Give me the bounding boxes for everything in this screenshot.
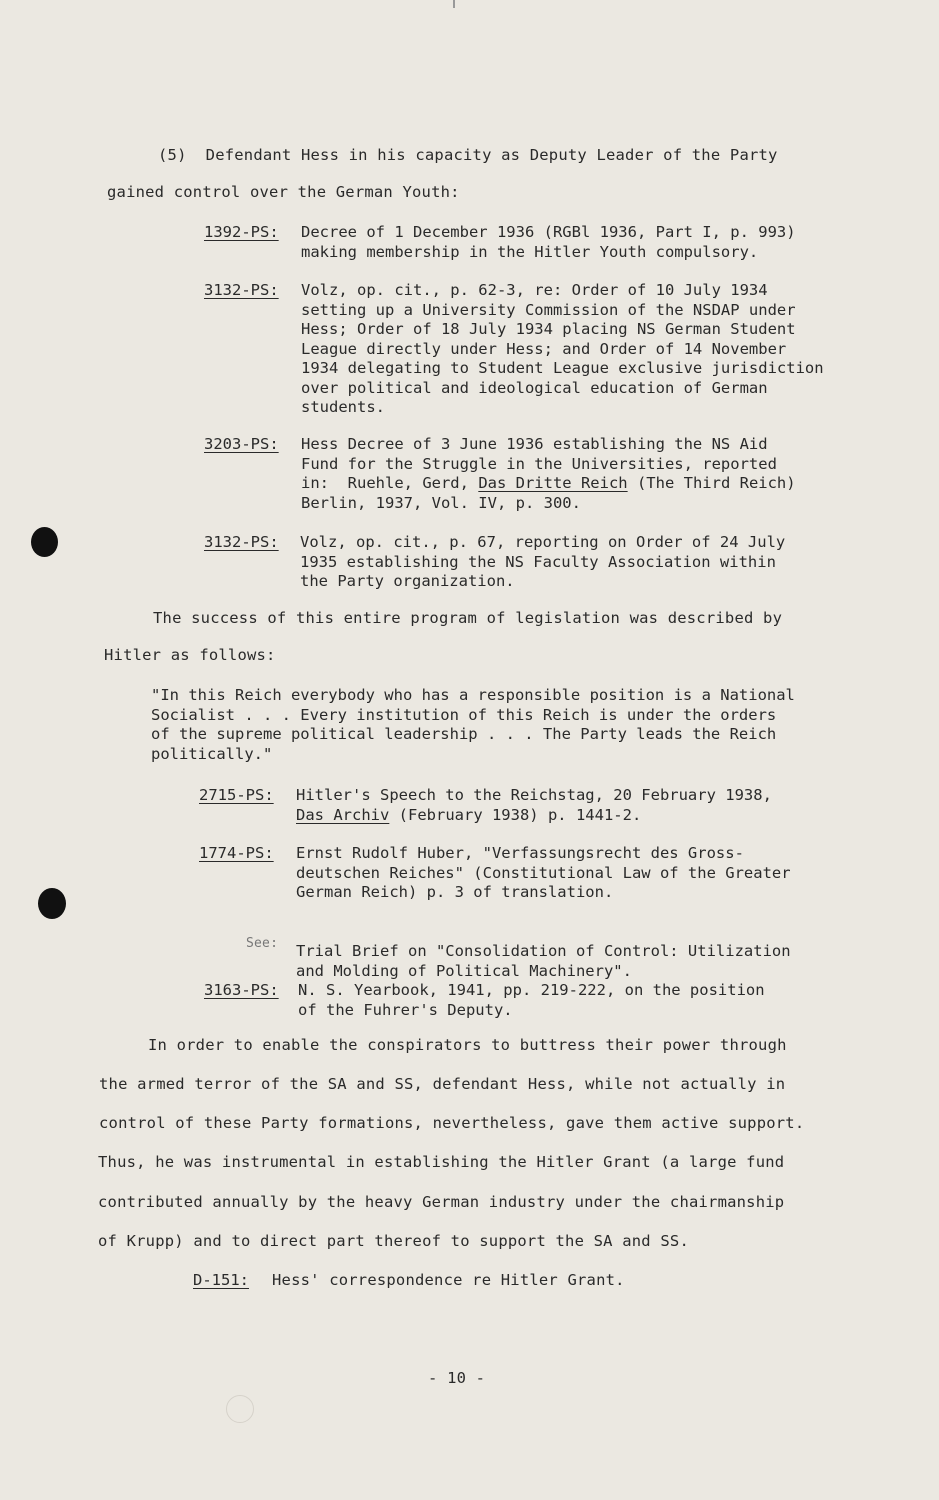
citation-ref: 3203-PS: (204, 435, 279, 453)
intro-line-1: (5) Defendant Hess in his capacity as Deputy Leader of the Party (158, 146, 778, 164)
paragraph-line-4: Thus, he was instrumental in establishing the Hitler Grant (a large fund (98, 1153, 785, 1171)
page-number: - 10 - (428, 1369, 486, 1387)
paragraph-line-6: of Krupp) and to direct part thereof to support the SA and SS. (98, 1232, 689, 1250)
paragraph-line-5: contributed annually by the heavy German industry under the chairmanship (98, 1193, 785, 1211)
citation-text: Ernst Rudolf Huber, "Verfassungsrecht des Gross- deutschen Reiches" (Constitutional Law of the Greater German Reich) p. 3 of translation. (296, 844, 791, 901)
paragraph-line-3: control of these Party formations, nevertheless, gave them active support. (99, 1114, 805, 1132)
citation-text: Hess' correspondence re Hitler Grant. (272, 1271, 625, 1289)
see-text: Trial Brief on "Consolidation of Control: Utilization and Molding of Political Machinery". (296, 942, 791, 980)
success-line-2: Hitler as follows: (104, 646, 276, 664)
citation-ref: 3163-PS: (204, 981, 279, 999)
scan-mark (453, 0, 455, 8)
citation-text: N. S. Yearbook, 1941, pp. 219-222, on the position of the Fuhrer's Deputy. (298, 981, 765, 1019)
citation-ref: 2715-PS: (199, 786, 274, 804)
paragraph-line-1: In order to enable the conspirators to buttress their power through (148, 1036, 787, 1054)
paragraph-line-2: the armed terror of the SA and SS, defendant Hess, while not actually in (99, 1075, 786, 1093)
citation-ref: 1774-PS: (199, 844, 274, 862)
scan-blemish (226, 1395, 254, 1423)
intro-line-2: gained control over the German Youth: (107, 183, 460, 201)
citation-ref: 3132-PS: (204, 281, 279, 299)
book-title: Das Dritte Reich (478, 474, 628, 492)
see-label: See: (246, 936, 279, 951)
success-line-1: The success of this entire program of legislation was described by (153, 609, 783, 627)
citation-ref: 1392-PS: (204, 223, 279, 241)
punch-hole-top (31, 527, 58, 557)
hitler-quote: "In this Reich everybody who has a responsible position is a National Socialist . . . Every institution of this Reich is under the orders of the supreme political leadership . . . The Party leads the Reich politically." (151, 686, 795, 764)
citation-text: Hess Decree of 3 June 1936 establishing the NS Aid Fund for the Struggle in the Universities, reported in: Ruehle, Gerd, Das Dritte Reich (The Third Reich) Berlin, 1937, Vol. IV, p. 300. (301, 435, 796, 512)
citation-text: Decree of 1 December 1936 (RGBl 1936, Part I, p. 993) making membership in the Hitler Youth compulsory. (301, 223, 796, 261)
citation-text: Volz, op. cit., p. 67, reporting on Order of 24 July 1935 establishing the NS Faculty Association within the Party organization. (300, 533, 786, 590)
journal-title: Das Archiv (296, 805, 390, 824)
citation-ref: 3132-PS: (204, 533, 279, 551)
citation-text: Volz, op. cit., p. 62-3, re: Order of 10 July 1934 setting up a University Commission of the NSDAP under Hess; Order of 18 July 1934 placing NS German Student League directly under Hess; and Order of 14 November 1934 delegating to Student League exclusive jurisdiction over political and ideological education of German students. (301, 281, 824, 416)
punch-hole-bottom (38, 888, 66, 919)
citation-ref: D-151: (193, 1271, 249, 1289)
citation-text: Hitler's Speech to the Reichstag, 20 February 1938, Das Archiv (February 1938) p. 1441-2. (296, 786, 772, 824)
